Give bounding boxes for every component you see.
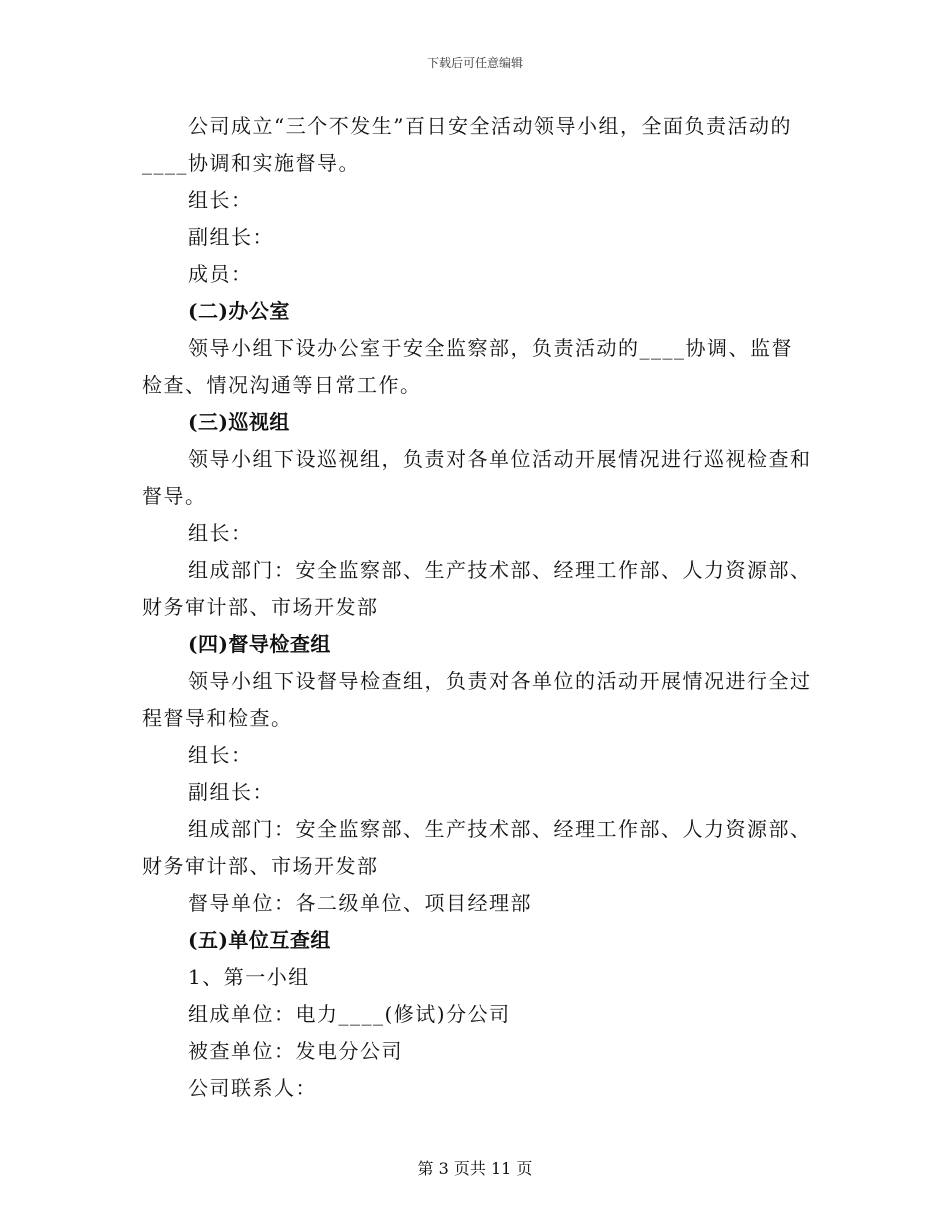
- page-header-note: 下载后可任意编辑: [426, 56, 523, 70]
- paragraph-tour-group-description: 领导小组下设巡视组，负责对各单位活动开展情况进行巡视检查和督导。: [142, 447, 812, 508]
- paragraph-members: 成员：: [188, 262, 253, 286]
- paragraph-supervision-deputy: 副组长：: [188, 780, 274, 804]
- paragraph-office-description: 领导小组下设办公室于安全监察部，负责活动的____协调、监督检查、情况沟通等日常工作。: [142, 336, 793, 397]
- document-body: [142, 108, 812, 1107]
- heading-office: (二)办公室: [188, 299, 290, 323]
- paragraph-first-subgroup: 1、第一小组: [188, 965, 310, 989]
- page-number-footer: 第 3 页共 11 页: [417, 1159, 533, 1178]
- heading-inspection-tour-group: (三)巡视组: [188, 410, 290, 434]
- paragraph-group-leader: 组长：: [188, 188, 253, 212]
- paragraph-supervision-leader: 组长：: [188, 743, 253, 767]
- paragraph-tour-group-leader: 组长：: [188, 521, 253, 545]
- paragraph-member-units: 组成单位：电力____(修试)分公司: [188, 1002, 511, 1026]
- paragraph-leadership-group: 公司成立“三个不发生”百日安全活动领导小组，全面负责活动的____协调和实施督导。: [142, 114, 792, 175]
- heading-mutual-check-group: (五)单位互查组: [188, 928, 331, 952]
- paragraph-tour-group-departments: 组成部门：安全监察部、生产技术部、经理工作部、人力资源部、财务审计部、市场开发部: [142, 558, 812, 619]
- paragraph-deputy-leader: 副组长：: [188, 225, 274, 249]
- paragraph-supervision-description: 领导小组下设督导检查组，负责对各单位的活动开展情况进行全过程督导和检查。: [142, 669, 812, 730]
- paragraph-company-contact: 公司联系人：: [188, 1076, 317, 1100]
- paragraph-inspected-units: 被查单位：发电分公司: [188, 1039, 403, 1063]
- heading-supervision-group: (四)督导检查组: [188, 632, 331, 656]
- paragraph-supervised-units: 督导单位：各二级单位、项目经理部: [188, 891, 532, 915]
- paragraph-supervision-departments: 组成部门：安全监察部、生产技术部、经理工作部、人力资源部、财务审计部、市场开发部: [142, 817, 812, 878]
